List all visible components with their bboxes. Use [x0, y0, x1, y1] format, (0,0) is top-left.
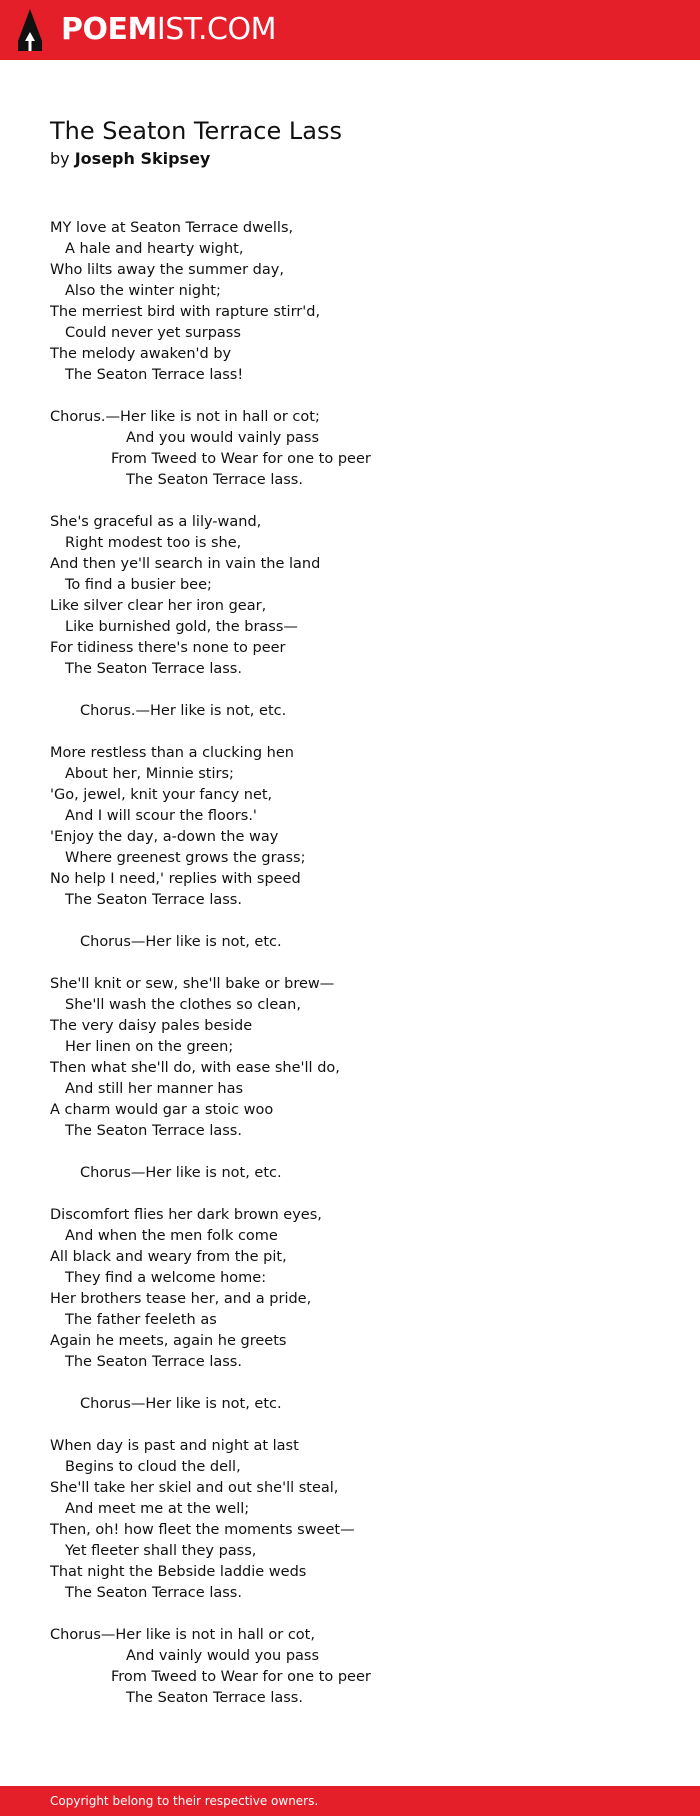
stanza-break: [50, 722, 371, 743]
poem-line: Like silver clear her iron gear,: [50, 598, 267, 614]
stanza-break: [50, 1415, 371, 1436]
poem-line: Also the winter night;: [65, 283, 221, 299]
poem-line: And you would vainly pass: [126, 430, 320, 446]
poem-line: And I will scour the floors.': [65, 808, 257, 824]
poem-line: A charm would gar a stoic woo: [50, 1102, 274, 1118]
poem-line: She'll wash the clothes so clean,: [65, 997, 301, 1013]
poem-line: For tidiness there's none to peer: [50, 640, 286, 656]
poem-line: Then what she'll do, with ease she'll do,: [50, 1060, 340, 1076]
poem-line: Could never yet surpass: [65, 325, 241, 341]
poem-line: Yet fleeter shall they pass,: [65, 1543, 257, 1559]
poem-line: She'll knit or sew, she'll bake or brew—: [50, 976, 335, 992]
poem-line: Chorus—Her like is not, etc.: [80, 1165, 282, 1181]
poem-line: And when the men folk come: [65, 1228, 278, 1244]
poem-line: They find a welcome home:: [65, 1270, 267, 1286]
poem-line: Right modest too is she,: [65, 535, 242, 551]
poem-line: She's graceful as a lily-wand,: [50, 514, 262, 530]
poem-line: The melody awaken'd by: [50, 346, 232, 362]
stanza-break: [50, 953, 371, 974]
stanza-break: [50, 680, 371, 701]
poem-line: No help I need,' replies with speed: [50, 871, 301, 887]
poem-line: She'll take her skiel and out she'll steal,: [50, 1480, 339, 1496]
poem-line: About her, Minnie stirs;: [65, 766, 234, 782]
poem-line: Her linen on the green;: [65, 1039, 234, 1055]
poem-line: The Seaton Terrace lass.: [65, 661, 242, 677]
poem-line: Chorus—Her like is not, etc.: [80, 1396, 282, 1412]
stanza-break: [50, 491, 371, 512]
poem-line: The Seaton Terrace lass.: [126, 472, 303, 488]
poem-line: Then, oh! how fleet the moments sweet—: [50, 1522, 355, 1538]
poem-line: To find a busier bee;: [65, 577, 212, 593]
poem-line: Like burnished gold, the brass—: [65, 619, 298, 635]
brand-light: IST.COM: [156, 12, 276, 47]
by-label: by: [50, 149, 70, 168]
stanza-break: [50, 911, 371, 932]
poem-line: The Seaton Terrace lass.: [126, 1690, 303, 1706]
poem-line: And still her manner has: [65, 1081, 244, 1097]
poem-body: [50, 218, 371, 1709]
poem-line: And vainly would you pass: [126, 1648, 320, 1664]
poem-line: A hale and hearty wight,: [65, 241, 244, 257]
site-header: [0, 0, 700, 60]
poem-line: MY love at Seaton Terrace dwells,: [50, 220, 294, 236]
poem-line: From Tweed to Wear for one to peer: [111, 451, 371, 467]
poem-line: Again he meets, again he greets: [50, 1333, 287, 1349]
poem-line: The merriest bird with rapture stirr'd,: [50, 304, 321, 320]
poem-author: Joseph Skipsey: [74, 149, 211, 168]
stanza-break: [50, 1373, 371, 1394]
poem-line: From Tweed to Wear for one to peer: [111, 1669, 371, 1685]
poem-line: The Seaton Terrace lass.: [65, 1354, 242, 1370]
poem-line: The Seaton Terrace lass!: [65, 367, 244, 383]
poem-line: The Seaton Terrace lass.: [65, 1585, 242, 1601]
stanza-break: [50, 1604, 371, 1625]
site-footer: [0, 1786, 700, 1816]
stanza-break: [50, 386, 371, 407]
poem-line: Her brothers tease her, and a pride,: [50, 1291, 312, 1307]
poem-line: That night the Bebside laddie weds: [50, 1564, 307, 1580]
poem-line: Chorus.—Her like is not in hall or cot;: [50, 409, 320, 425]
poem-line: Chorus—Her like is not in hall or cot,: [50, 1627, 315, 1643]
poem-line: More restless than a clucking hen: [50, 745, 294, 761]
site-logo-text[interactable]: [61, 10, 276, 50]
poem-title: The Seaton Terrace Lass: [50, 117, 342, 145]
poem-line: And meet me at the well;: [65, 1501, 250, 1517]
poem-line: 'Enjoy the day, a-down the way: [50, 829, 279, 845]
poem-line: And then ye'll search in vain the land: [50, 556, 321, 572]
copyright-text: Copyright belong to their respective owners.: [50, 1794, 319, 1808]
poem-line: Who lilts away the summer day,: [50, 262, 284, 278]
poem-line: All black and weary from the pit,: [50, 1249, 287, 1265]
poem-line: The father feeleth as: [65, 1312, 217, 1328]
poem-line: Chorus.—Her like is not, etc.: [80, 703, 287, 719]
poem-line: The very daisy pales beside: [50, 1018, 253, 1034]
stanza-break: [50, 1184, 371, 1205]
poem-line: Begins to cloud the dell,: [65, 1459, 241, 1475]
poem-line: 'Go, jewel, knit your fancy net,: [50, 787, 273, 803]
pencil-tip-icon[interactable]: [16, 8, 44, 52]
poem-line: The Seaton Terrace lass.: [65, 892, 242, 908]
stanza-break: [50, 1142, 371, 1163]
poem-line: Chorus—Her like is not, etc.: [80, 934, 282, 950]
poem-line: Where greenest grows the grass;: [65, 850, 306, 866]
poem-byline: [50, 147, 210, 171]
poem-line: Discomfort flies her dark brown eyes,: [50, 1207, 322, 1223]
poem-line: The Seaton Terrace lass.: [65, 1123, 242, 1139]
brand-bold: POEM: [61, 12, 157, 47]
poem-line: When day is past and night at last: [50, 1438, 299, 1454]
